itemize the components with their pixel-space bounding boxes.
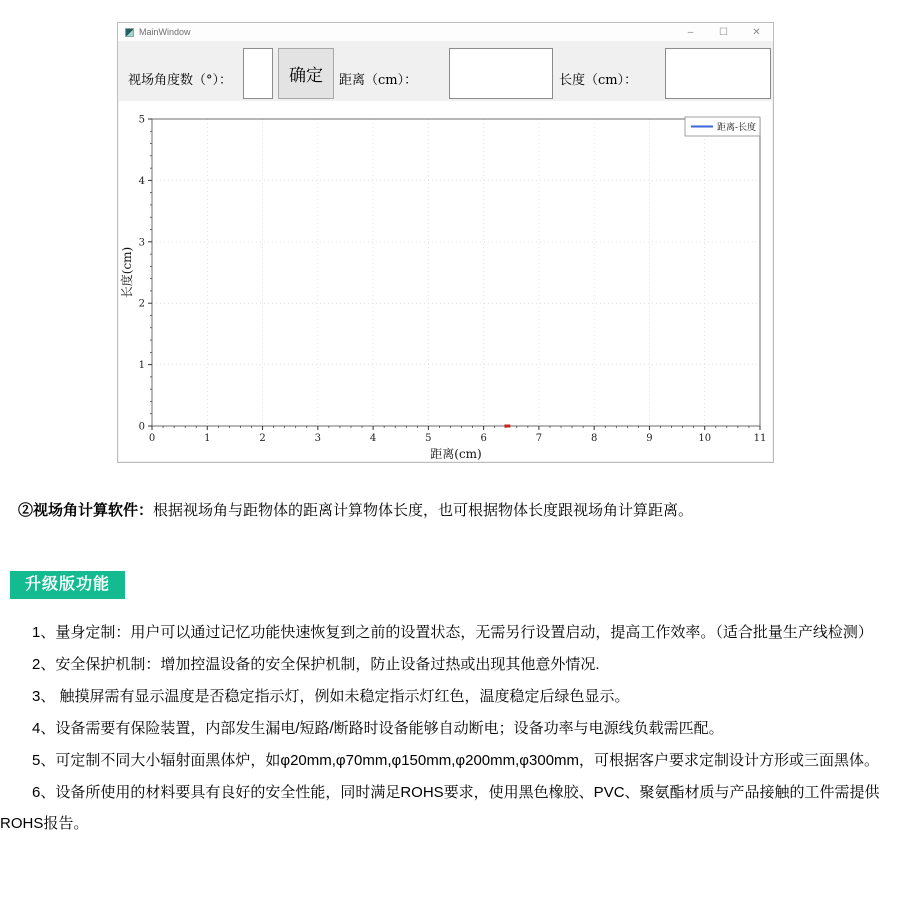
main-window [117,22,774,463]
svg-text:2: 2 [138,298,145,310]
confirm-button[interactable]: 确定 [278,48,334,99]
svg-text:3: 3 [314,433,322,444]
svg-text:5: 5 [138,114,145,126]
badge: 升级版功能 [10,571,125,599]
caption-paragraph [18,500,890,521]
list-item: 1、量身定制：用户可以通过记忆功能快速恢复到之前的设置状态，无需另行设置启动，提高工作效率。（适合批量生产线检测） [32,624,873,641]
svg-text:6: 6 [480,433,487,444]
svg-text:3: 3 [138,237,145,249]
caption-text: 根据视场角与距物体的距离计算物体长度，也可根据物体长度跟视场角计算距离。 [153,502,694,519]
feature-list [0,617,900,840]
list-item: 3、 触摸屏需有显示温度是否稳定指示灯，例如未稳定指示灯红色，温度稳定后绿色显示。 [32,688,630,705]
fov-angle-label: 视场角度数（°）： [128,73,233,88]
close-icon[interactable]: ✕ [752,26,761,38]
distance-input[interactable] [449,48,553,99]
distance-label: 距离（cm）： [339,73,418,88]
minimize-icon[interactable]: – [687,26,694,38]
svg-text:0: 0 [148,433,156,444]
fov-angle-input[interactable] [243,48,273,99]
svg-text:4: 4 [138,175,145,187]
distance-length-chart [119,101,772,461]
chart-canvas [119,101,772,461]
list-item: 5、可定制不同大小辐射面黑体炉，如φ20mm,φ70mm,φ150mm,φ200mm,φ300mm，可根据客户要求定制设计方形或三面黑体。 [32,752,880,769]
title-bar [118,23,773,41]
svg-text:0: 0 [138,421,145,433]
list-item: 6、设备所使用的材料要具有良好的安全性能，同时满足ROHS要求，使用黑色橡胶、PVC、聚氨酯材质与产品接触的工件需提供ROHS报告。 [0,784,880,832]
window-controls [674,23,773,41]
list-item: 2、安全保护机制：增加控温设备的安全保护机制，防止设备过热或出现其他意外情况. [32,656,600,673]
svg-text:8: 8 [590,433,598,444]
svg-text:1: 1 [138,360,145,372]
svg-text:11: 11 [753,433,767,444]
list-item: 4、设备需要有保险装置，内部发生漏电/短路/断路时设备能够自动断电；设备功率与电源线负载需匹配。 [32,720,724,737]
svg-text:7: 7 [535,433,543,444]
svg-text:2: 2 [259,433,266,444]
window-title: MainWindow [139,27,191,37]
maximize-icon[interactable]: ☐ [719,26,728,38]
length-input[interactable] [665,48,771,99]
svg-text:距离-长度: 距离-长度 [717,123,757,133]
svg-text:5: 5 [425,433,432,444]
app-icon [125,28,134,37]
caption-bold: ②视场角计算软件： [18,502,154,519]
svg-text:4: 4 [369,433,377,444]
svg-text:距离(cm): 距离(cm) [430,447,482,461]
length-label: 长度（cm）： [559,73,638,88]
svg-text:10: 10 [698,433,712,444]
svg-text:9: 9 [646,433,653,444]
svg-text:1: 1 [204,433,211,444]
svg-text:长度(cm): 长度(cm) [120,246,134,299]
